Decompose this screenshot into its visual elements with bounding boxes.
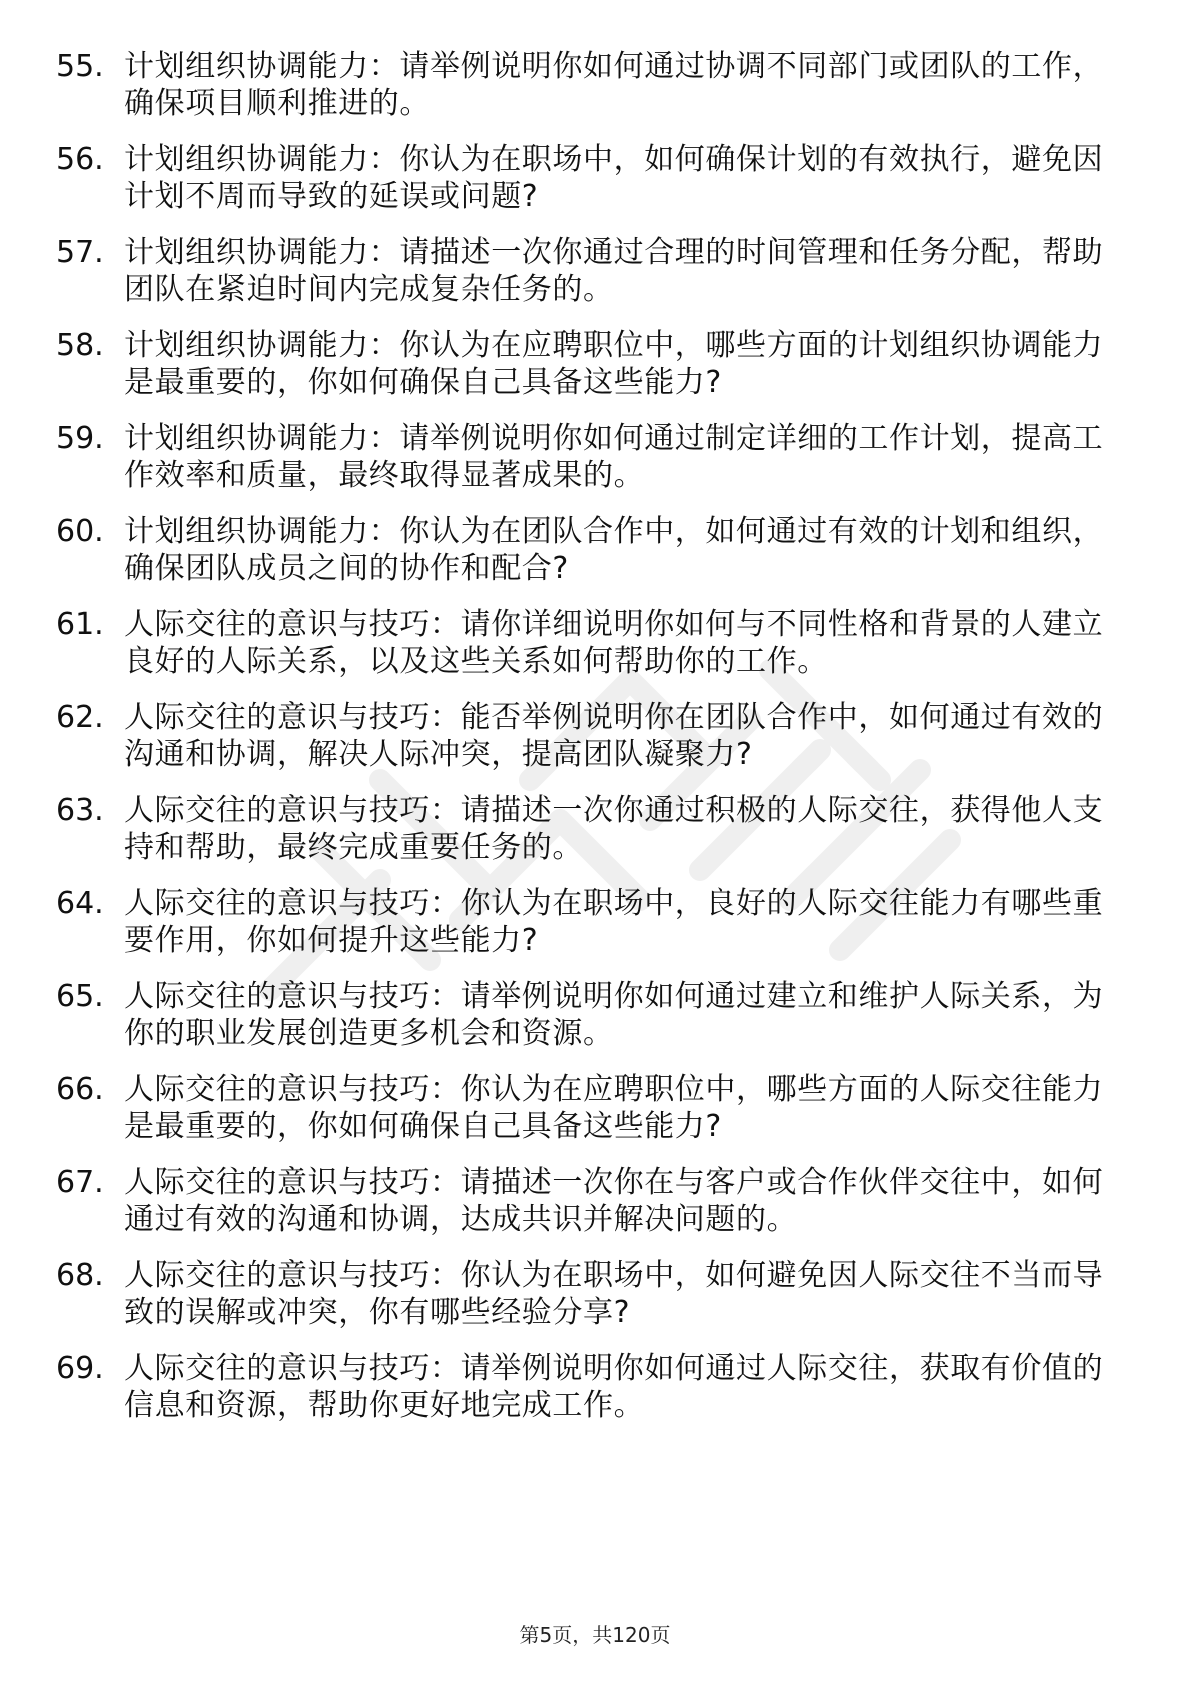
question-text: 人际交往的意识与技巧：你认为在职场中，如何避免因人际交往不当而导致的误解或冲突，你有哪些经验分享? bbox=[124, 1258, 1104, 1330]
question-number: 55. bbox=[56, 49, 104, 84]
question-text: 人际交往的意识与技巧：你认为在应聘职位中，哪些方面的人际交往能力是最重要的，你如何确保自己具备这些能力? bbox=[124, 1072, 1104, 1144]
question-text: 计划组织协调能力：你认为在职场中，如何确保计划的有效执行，避免因计划不周而导致的延误或问题? bbox=[124, 142, 1104, 214]
question-text: 人际交往的意识与技巧：请举例说明你如何通过建立和维护人际关系，为你的职业发展创造更多机会和资源。 bbox=[124, 979, 1104, 1051]
question-text: 人际交往的意识与技巧：能否举例说明你在团队合作中，如何通过有效的沟通和协调，解决人际冲突，提高团队凝聚力? bbox=[124, 700, 1104, 772]
question-text: 计划组织协调能力：请描述一次你通过合理的时间管理和任务分配，帮助团队在紧迫时间内完成复杂任务的。 bbox=[124, 235, 1104, 307]
question-text: 计划组织协调能力：请举例说明你如何通过协调不同部门或团队的工作，确保项目顺利推进的。 bbox=[124, 49, 1104, 121]
question-number: 64. bbox=[56, 886, 104, 921]
question-item bbox=[56, 48, 1106, 122]
question-number: 56. bbox=[56, 142, 104, 177]
question-item bbox=[56, 792, 1106, 866]
page-footer: 第5页，共120页 bbox=[519, 1623, 671, 1647]
question-text: 人际交往的意识与技巧：请举例说明你如何通过人际交往，获取有价值的信息和资源，帮助你更好地完成工作。 bbox=[124, 1351, 1104, 1423]
question-number: 58. bbox=[56, 328, 104, 363]
question-number: 68. bbox=[56, 1258, 104, 1293]
question-number: 62. bbox=[56, 700, 104, 735]
question-number: 65. bbox=[56, 979, 104, 1014]
question-item bbox=[56, 1164, 1106, 1238]
question-number: 57. bbox=[56, 235, 104, 270]
question-text: 计划组织协调能力：请举例说明你如何通过制定详细的工作计划，提高工作效率和质量，最终取得显著成果的。 bbox=[124, 421, 1104, 493]
question-item bbox=[56, 606, 1106, 680]
question-list bbox=[56, 48, 1106, 1443]
question-number: 61. bbox=[56, 607, 104, 642]
question-item bbox=[56, 420, 1106, 494]
question-text: 人际交往的意识与技巧：请描述一次你在与客户或合作伙伴交往中，如何通过有效的沟通和协调，达成共识并解决问题的。 bbox=[124, 1165, 1104, 1237]
question-text: 人际交往的意识与技巧：请描述一次你通过积极的人际交往，获得他人支持和帮助，最终完成重要任务的。 bbox=[124, 793, 1104, 865]
question-item bbox=[56, 699, 1106, 773]
question-item bbox=[56, 885, 1106, 959]
question-number: 60. bbox=[56, 514, 104, 549]
question-number: 66. bbox=[56, 1072, 104, 1107]
question-item bbox=[56, 234, 1106, 308]
question-item bbox=[56, 141, 1106, 215]
question-item bbox=[56, 1257, 1106, 1331]
question-text: 计划组织协调能力：你认为在团队合作中，如何通过有效的计划和组织，确保团队成员之间的协作和配合? bbox=[124, 514, 1104, 586]
question-text: 人际交往的意识与技巧：请你详细说明你如何与不同性格和背景的人建立良好的人际关系，以及这些关系如何帮助你的工作。 bbox=[124, 607, 1104, 679]
question-number: 63. bbox=[56, 793, 104, 828]
question-item bbox=[56, 327, 1106, 401]
question-number: 69. bbox=[56, 1351, 104, 1386]
question-text: 计划组织协调能力：你认为在应聘职位中，哪些方面的计划组织协调能力是最重要的，你如何确保自己具备这些能力? bbox=[124, 328, 1104, 400]
question-number: 59. bbox=[56, 421, 104, 456]
question-item bbox=[56, 1071, 1106, 1145]
question-item bbox=[56, 513, 1106, 587]
question-number: 67. bbox=[56, 1165, 104, 1200]
question-item bbox=[56, 978, 1106, 1052]
question-text: 人际交往的意识与技巧：你认为在职场中，良好的人际交往能力有哪些重要作用，你如何提升这些能力? bbox=[124, 886, 1104, 958]
question-item bbox=[56, 1350, 1106, 1424]
